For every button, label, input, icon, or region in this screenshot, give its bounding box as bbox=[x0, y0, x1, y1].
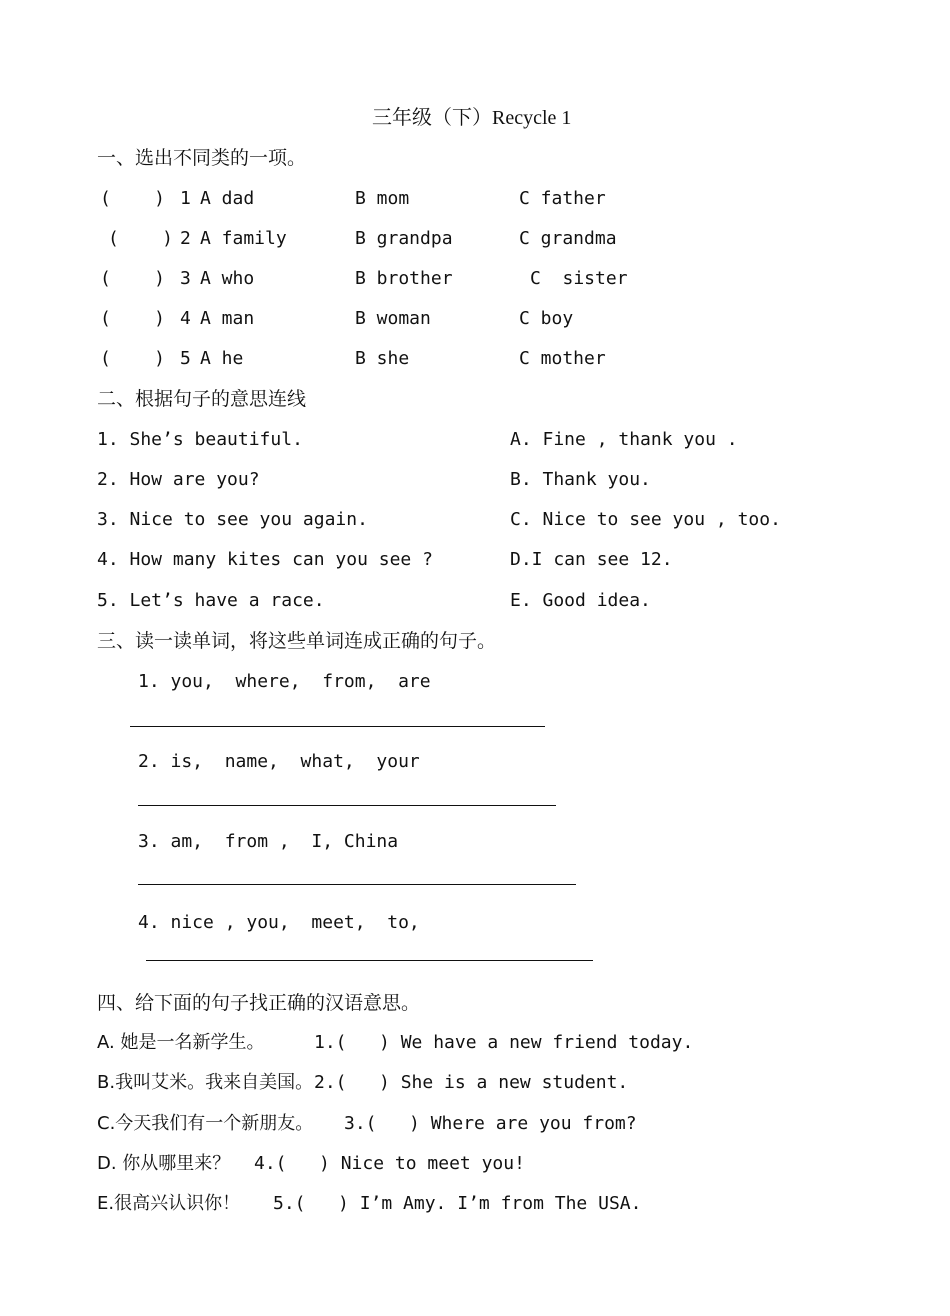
english-sentence: 5.( ) I’m Amy. I’m from The USA. bbox=[273, 1193, 642, 1214]
question-number: 2 bbox=[180, 228, 191, 249]
match-right-item: D.I can see 12. bbox=[510, 549, 673, 570]
option-a: A he bbox=[200, 348, 244, 369]
option-c: C grandma bbox=[519, 228, 617, 249]
option-a: A who bbox=[200, 268, 255, 289]
match-left-item: 1. She’s beautiful. bbox=[97, 429, 303, 450]
chinese-meaning: E.很高兴认识你！ bbox=[97, 1193, 246, 1214]
question-number: 4 bbox=[180, 308, 191, 329]
chinese-meaning: A. 她是一名新学生。 bbox=[97, 1032, 276, 1053]
match-left-item: 3. Nice to see you again. bbox=[97, 509, 368, 530]
answer-paren[interactable]: ( ) bbox=[108, 228, 174, 249]
chinese-meaning: B.我叫艾米。我来自美国。 bbox=[97, 1072, 314, 1093]
match-right-item: E. Good idea. bbox=[510, 590, 651, 611]
option-c: C mother bbox=[519, 348, 606, 369]
section4-heading: 四、给下面的句子找正确的汉语意思。 bbox=[97, 992, 421, 1014]
match-right-item: C. Nice to see you , too. bbox=[510, 509, 781, 530]
option-b: B mom bbox=[355, 188, 410, 209]
option-a: A family bbox=[200, 228, 287, 249]
option-b: B woman bbox=[355, 308, 431, 329]
match-right-item: B. Thank you. bbox=[510, 469, 651, 490]
english-sentence: 4.( ) Nice to meet you! bbox=[254, 1153, 525, 1174]
english-sentence: 3.( ) Where are you from? bbox=[344, 1113, 637, 1134]
question-number: 3 bbox=[180, 268, 191, 289]
answer-line[interactable] bbox=[146, 960, 593, 961]
section3-heading: 三、读一读单词，将这些单词连成正确的句子。 bbox=[97, 630, 497, 652]
question-number: 5 bbox=[180, 348, 191, 369]
match-left-item: 4. How many kites can you see ? bbox=[97, 549, 433, 570]
english-sentence: 2.( ) She is a new student. bbox=[314, 1072, 629, 1093]
match-left-item: 5. Let’s have a race. bbox=[97, 590, 325, 611]
option-b: B she bbox=[355, 348, 410, 369]
word-group: 3. am, from , I, China bbox=[138, 831, 399, 852]
section2-heading: 二、根据句子的意思连线 bbox=[97, 388, 307, 410]
answer-line[interactable] bbox=[130, 726, 545, 727]
question-number: 1 bbox=[180, 188, 191, 209]
word-group: 4. nice , you, meet, to, bbox=[138, 912, 420, 933]
match-left-item: 2. How are you? bbox=[97, 469, 260, 490]
page-title: 三年级（下）Recycle 1 bbox=[372, 107, 572, 129]
option-c: C boy bbox=[519, 308, 574, 329]
match-right-item: A. Fine , thank you . bbox=[510, 429, 738, 450]
section1-heading: 一、选出不同类的一项。 bbox=[97, 147, 307, 169]
option-b: B brother bbox=[355, 268, 453, 289]
answer-paren[interactable]: ( ) bbox=[100, 188, 166, 209]
option-c: C sister bbox=[530, 268, 628, 289]
option-c: C father bbox=[519, 188, 606, 209]
answer-paren[interactable]: ( ) bbox=[100, 308, 166, 329]
option-b: B grandpa bbox=[355, 228, 453, 249]
english-sentence: 1.( ) We have a new friend today. bbox=[314, 1032, 694, 1053]
answer-line[interactable] bbox=[138, 884, 576, 885]
option-a: A man bbox=[200, 308, 255, 329]
answer-paren[interactable]: ( ) bbox=[100, 348, 166, 369]
answer-paren[interactable]: ( ) bbox=[100, 268, 166, 289]
option-a: A dad bbox=[200, 188, 255, 209]
word-group: 1. you, where, from, are bbox=[138, 671, 431, 692]
chinese-meaning: D. 你从哪里来？ bbox=[97, 1153, 231, 1174]
word-group: 2. is, name, what, your bbox=[138, 751, 420, 772]
answer-line[interactable] bbox=[138, 805, 556, 806]
chinese-meaning: C.今天我们有一个新朋友。 bbox=[97, 1113, 314, 1134]
